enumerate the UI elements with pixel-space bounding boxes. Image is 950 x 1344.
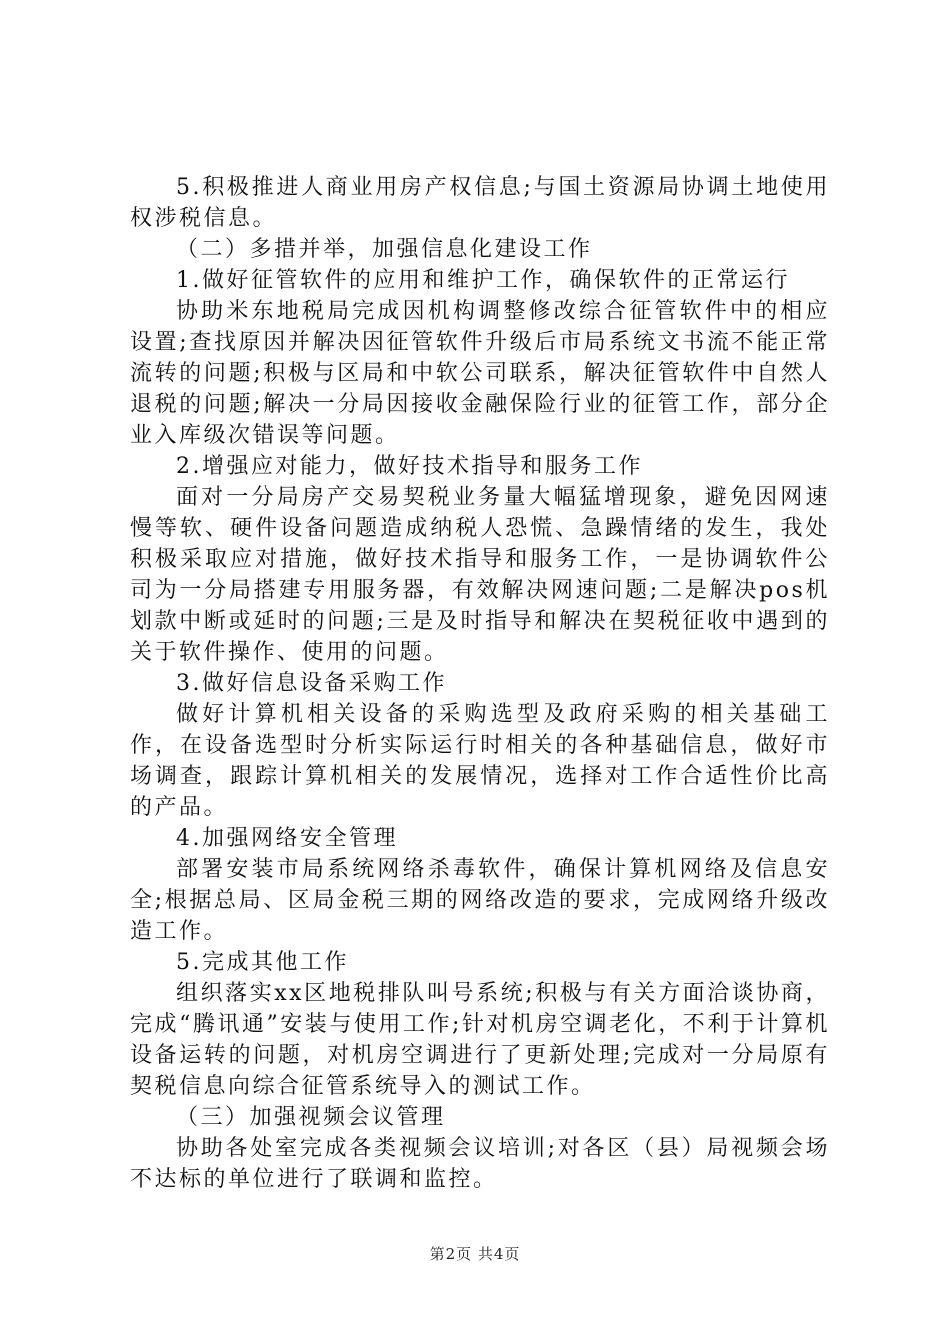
paragraph: 协助各处室完成各类视频会议培训;对各区（县）局视频会场不达标的单位进行了联调和监控。 — [130, 1136, 830, 1192]
paragraph: 协助米东地税局完成因机构调整修改综合征管软件中的相应设置;查找原因并解决因征管软件升级后市局系统文书流不能正常流转的问题;积极与区局和中软公司联系，解决征管软件中自然人退税的问题;解决一分局因接收金融保险行业的征管工作，部分企业入库级次错误等问题。 — [130, 299, 830, 448]
paragraph: 组织落实xx区地税排队叫号系统;积极与有关方面洽谈协商，完成“腾讯通”安装与使用工作;针对机房空调老化，不利于计算机设备运转的问题，对机房空调进行了更新处理;完成对一分局原有契税信息向综合征管系统导入的测试工作。 — [130, 981, 830, 1099]
item-heading: 2.增强应对能力，做好技术指导和服务工作 — [176, 454, 643, 479]
paragraph: 5.积极推进人商业用房产权信息;与国土资源局协调土地使用权涉税信息。 — [130, 175, 830, 231]
item-heading: 5.完成其他工作 — [176, 950, 349, 975]
item-heading: 1.做好征管软件的应用和维护工作，确保软件的正常运行 — [176, 268, 790, 293]
item-heading: 3.做好信息设备采购工作 — [176, 671, 447, 696]
item-heading: 4.加强网络安全管理 — [176, 826, 398, 851]
paragraph: 面对一分局房产交易契税业务量大幅猛增现象，避免因网速慢等软、硬件设备问题造成纳税人恐慌、急躁情绪的发生，我处积极采取应对措施，做好技术指导和服务工作，一是协调软件公司为一分局搭建专用服务器，有效解决网速问题;二是解决pos机划款中断或延时的问题;三是及时指导和解决在契税征收中遇到的关于软件操作、使用的问题。 — [130, 485, 830, 665]
page-footer: 第2页 共4页 — [429, 1245, 521, 1263]
document-body — [130, 172, 830, 1195]
section-heading: （三）加强视频会议管理 — [176, 1105, 446, 1130]
paragraph: 部署安装市局系统网络杀毒软件，确保计算机网络及信息安全;根据总局、区局金税三期的网络改造的要求，完成网络升级改造工作。 — [130, 857, 830, 944]
paragraph: 做好计算机相关设备的采购选型及政府采购的相关基础工作，在设备选型时分析实际运行时相关的各种基础信息，做好市场调查，跟踪计算机相关的发展情况，选择对工作合适性价比高的产品。 — [130, 702, 830, 820]
section-heading: （二）多措并举，加强信息化建设工作 — [176, 237, 593, 262]
